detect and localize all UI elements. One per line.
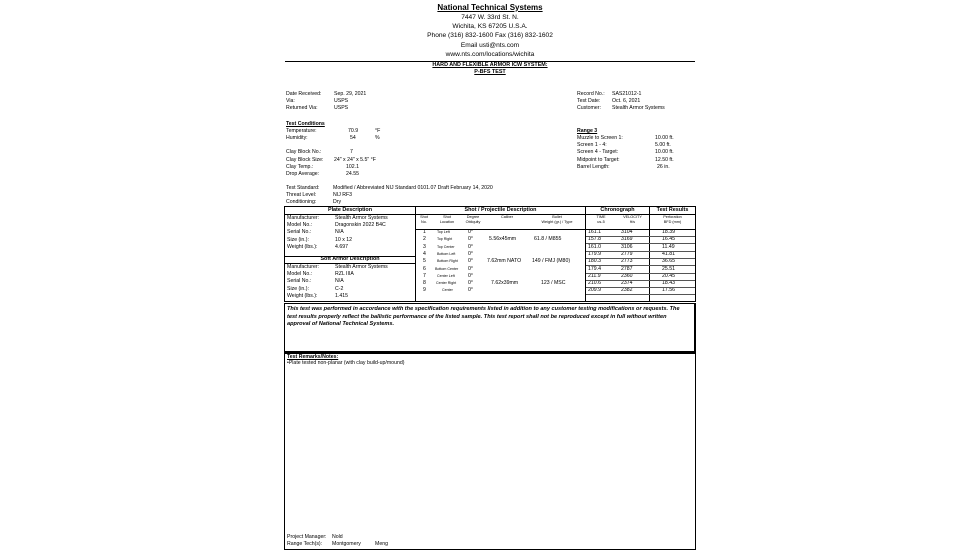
returned-via-value: USPS	[334, 105, 349, 112]
customer-label: Customer:	[577, 105, 601, 112]
soft-label: Model No.:	[287, 271, 313, 278]
chrono-time: 210.6	[588, 280, 601, 287]
velocity-header	[616, 215, 649, 224]
range-value: 10.00 ft.	[655, 135, 674, 141]
receipt-info	[286, 91, 406, 113]
soft-value: N/A	[335, 278, 344, 285]
shot-bullet: 149 / FMJ (M80)	[532, 258, 571, 265]
report-title: HARD AND FLEXIBLE ARMOR ICW SYSTEM:	[432, 61, 548, 68]
obliquity-header	[461, 215, 485, 224]
perforation-header-line: Perforation	[663, 215, 682, 219]
shot-obliquity: 0°	[468, 250, 473, 257]
date-received-label: Date Received:	[286, 91, 322, 97]
range-label: Muzzle to Screen 1:	[577, 135, 623, 141]
chrono-time: 179.9	[588, 250, 601, 257]
result-bfd: 16.45	[662, 236, 675, 243]
soft-label: Serial No.:	[287, 278, 312, 285]
returned-via-label: Returned Via:	[286, 105, 318, 112]
location-header	[433, 215, 461, 224]
test-conditions	[286, 121, 426, 178]
shot-no: 7	[423, 272, 426, 279]
soft-label: Size (in.):	[287, 285, 309, 292]
chrono-velocity: 2374	[621, 280, 633, 287]
shot-no: 1	[423, 229, 426, 235]
signoff	[287, 534, 487, 548]
clay-temp-value: 102.1	[346, 163, 359, 170]
row-separator	[586, 265, 695, 266]
address-line-2: Wichita, KS 67205 U.S.A.	[452, 23, 528, 30]
range-value: 12.50 ft.	[655, 156, 674, 163]
shot-obliquity: 0°	[468, 272, 473, 279]
shot-no-header	[416, 215, 432, 224]
report-header	[283, 3, 697, 60]
shot-obliquity: 0°	[468, 287, 473, 294]
result-bfd: 18.39	[662, 229, 675, 235]
range-label: Screen 4 - Target:	[577, 149, 619, 156]
plate-label: Weight (lbs.):	[287, 243, 318, 250]
row-separator	[586, 273, 695, 274]
shot-no: 6	[423, 265, 426, 272]
result-bfd: 20.45	[662, 272, 675, 279]
time-header-line: us-5	[597, 219, 605, 224]
result-bfd: 25.51	[662, 265, 675, 272]
range-tech-label: Range Tech(s):	[287, 541, 323, 548]
shot-no-header-line: Shot	[420, 215, 428, 219]
results-table	[284, 206, 696, 302]
remarks-title: Test Remarks/Notes:	[287, 354, 339, 360]
shot-location: Bottom Center	[435, 266, 459, 271]
address-line-1: 7447 W. 33rd St. N.	[461, 13, 519, 21]
velocity-header-line: ft/s	[629, 219, 636, 224]
clay-block-size-label: Clay Block Size:	[286, 156, 324, 163]
humidity-value: 54	[350, 135, 356, 142]
chrono-time: 161.1	[588, 229, 601, 235]
range-tech-2: Meng	[375, 541, 388, 548]
range-info	[577, 128, 677, 171]
row-separator	[586, 251, 695, 252]
record-no-label: Record No.:	[577, 91, 605, 97]
range-label: Screen 1 - 4:	[577, 142, 607, 149]
clay-block-size-value: 24" x 24" x 5.5" °F	[334, 156, 376, 163]
test-standard-label: Test Standard:	[286, 185, 320, 191]
soft-armor-header: Soft Armor Description	[320, 256, 380, 262]
range-tech-1: Montgomery	[332, 541, 361, 548]
org-name: National Technical Systems	[437, 3, 543, 12]
shot-location: Center Left	[437, 273, 455, 278]
soft-label: Manufacturer:	[287, 264, 320, 270]
shot-location: Bottom Left	[437, 251, 456, 256]
email-line: Email usti@nts.com	[460, 41, 520, 49]
result-bfd: 36.65	[662, 258, 675, 265]
humidity-label: Humidity:	[286, 135, 308, 142]
shot-no: 9	[423, 287, 426, 294]
record-info	[577, 91, 695, 113]
row-separator	[586, 280, 695, 281]
row-separator	[586, 287, 695, 288]
plate-description-header: Plate Description	[327, 207, 373, 213]
plate-value: N/A	[335, 229, 344, 236]
threat-level-label: Threat Level:	[286, 192, 317, 199]
shot-obliquity: 0°	[468, 258, 473, 265]
result-bfd: 17.56	[662, 287, 675, 294]
soft-label: Weight (lbs.):	[287, 292, 318, 299]
temperature-label: Temperature:	[286, 128, 317, 134]
chrono-velocity: 2773	[621, 258, 633, 265]
plate-label: Size (in.):	[287, 236, 309, 243]
bullet-header-line: Weight (gr.) / Type	[541, 219, 573, 224]
chrono-velocity: 3106	[621, 243, 633, 250]
chrono-velocity: 3104	[621, 229, 633, 235]
date-received-value: Sep. 29, 2021	[334, 91, 367, 97]
soft-value: RZL IIIA	[335, 271, 354, 278]
web-line: www.nts.com/locations/wichita	[445, 51, 535, 59]
row-separator	[586, 258, 695, 259]
chrono-time: 209.9	[588, 287, 601, 294]
test-date-label: Test Date:	[577, 98, 601, 105]
velocity-header-line: VELOCITY	[623, 215, 642, 219]
result-bfd: 18.43	[662, 280, 675, 287]
plate-label: Serial No.:	[287, 229, 312, 236]
range-value: 26 in.	[657, 163, 670, 170]
shot-rows	[415, 229, 695, 295]
drop-average-value: 24.55	[346, 170, 359, 177]
chrono-velocity: 2787	[621, 265, 633, 272]
customer-value: Stealth Armor Systems	[612, 105, 665, 112]
perforation-header-line: BFD (mm)	[663, 219, 682, 224]
range-title: Range 3	[577, 128, 598, 134]
chrono-time: 211.9	[588, 272, 601, 279]
soft-rows	[287, 264, 415, 300]
temperature-value: 70.9	[348, 128, 359, 134]
range-label: Midpoint to Target:	[577, 156, 620, 163]
test-results-header: Test Results	[656, 207, 689, 213]
via-value: USPS	[334, 98, 349, 105]
test-date-value: Oct. 6, 2021	[612, 98, 641, 105]
shot-no: 2	[423, 236, 426, 243]
plate-value: 10 x 12	[335, 236, 353, 243]
time-header-line: TIME	[596, 215, 606, 219]
shot-location: Top Center	[437, 244, 455, 249]
statement-box	[284, 303, 696, 353]
chrono-time: 179.4	[588, 265, 601, 272]
time-header	[586, 215, 616, 224]
obliquity-header-line: Degree	[466, 215, 480, 219]
chronograph-header: Chronograph	[600, 207, 635, 213]
shot-no: 8	[423, 280, 426, 287]
range-value: 10.00 ft.	[655, 149, 674, 156]
soft-value: C-2	[335, 285, 344, 292]
shot-no-header-line: No.	[421, 219, 427, 224]
statement-text: This test was performed in accordance with the specification requirements listed in addition to any customer testing modifications or requests. The test results properly reflect the ballistic performance of the listed sample. This test report shall not be reproduced except in full without written approval of National Technical Systems.	[287, 306, 680, 328]
shot-location: Center Right	[436, 281, 457, 286]
perforation-header	[650, 215, 695, 224]
report-subtitle: P-BFS TEST	[474, 69, 506, 76]
shot-bullet: 61.8 / M855	[534, 236, 562, 243]
chrono-time: 157.8	[588, 236, 601, 243]
shot-location: Top Right	[437, 237, 453, 242]
test-standard-info	[286, 185, 686, 207]
remarks-box	[284, 353, 696, 550]
chrono-time: 180.3	[588, 258, 601, 265]
obliquity-header-line: Obliquity	[465, 219, 481, 224]
soft-value: 1.415	[335, 292, 348, 299]
shot-obliquity: 0°	[468, 229, 473, 235]
shot-location: Top Left	[437, 230, 450, 234]
project-manager-label: Project Manager:	[287, 534, 327, 540]
test-conditions-title: Test Conditions	[286, 121, 325, 127]
via-label: Via:	[286, 98, 295, 105]
plate-label: Manufacturer:	[287, 215, 320, 221]
chrono-velocity: 2360	[621, 272, 633, 279]
conditioning-label: Conditioning:	[286, 199, 317, 206]
shot-caliber: 7.62mm NATO	[487, 258, 522, 265]
threat-level-value: NIJ RF3	[333, 192, 353, 199]
shot-no: 5	[423, 258, 426, 265]
soft-value: Stealth Armor Systems	[335, 264, 388, 270]
shot-no: 4	[423, 250, 426, 257]
phone-line: Phone (316) 832-1600 Fax (316) 832-1602	[427, 32, 553, 40]
clay-block-no-label: Clay Block No.:	[286, 149, 322, 156]
clay-temp-label: Clay Temp.:	[286, 163, 314, 170]
drop-average-label: Drop Average:	[286, 170, 320, 177]
chrono-velocity: 2779	[621, 250, 633, 257]
plate-value: Stealth Armor Systems	[335, 215, 388, 221]
shot-obliquity: 0°	[468, 243, 473, 250]
shot-no: 3	[423, 243, 426, 250]
caliber-header: Caliber	[500, 215, 514, 219]
record-no-value: SAS21012-1	[612, 91, 642, 97]
clay-block-no-value: 7	[350, 149, 353, 156]
chrono-time: 161.0	[588, 243, 601, 250]
result-bfd: 11.49	[662, 243, 675, 250]
range-label: Barrel Length:	[577, 163, 610, 170]
chrono-velocity: 2382	[621, 287, 633, 294]
shot-obliquity: 0°	[468, 265, 473, 272]
result-bfd: 41.81	[662, 250, 675, 257]
plate-label: Model No.:	[287, 222, 313, 229]
remarks-text: •Plate tested non-planar (with clay build-up/mound)	[287, 360, 405, 366]
bullet-header-line: Bullet	[552, 215, 562, 219]
plate-value: Dragonskin 2022 B4C	[335, 222, 386, 229]
temperature-unit: °F	[375, 128, 381, 134]
row-separator	[586, 294, 695, 295]
plate-value: 4.697	[335, 243, 348, 250]
conditioning-value: Dry	[333, 199, 342, 206]
shot-description-header: Shot / Projectile Description	[464, 207, 537, 213]
location-header-line: Shot	[443, 215, 451, 219]
location-header-line: Location	[439, 219, 455, 224]
shot-location: Bottom Right	[437, 259, 458, 264]
shot-bullet: 123 / MSC	[541, 280, 566, 287]
row-separator	[586, 243, 695, 244]
humidity-unit: %	[375, 135, 380, 142]
chrono-velocity: 3169	[621, 236, 633, 243]
shot-obliquity: 0°	[468, 236, 473, 243]
bullet-header	[529, 215, 585, 224]
project-manager-value: Nold	[332, 534, 343, 540]
shot-location: Center	[442, 288, 453, 293]
range-value: 5.00 ft.	[655, 142, 671, 149]
shot-caliber: 7.62x39mm	[491, 280, 519, 287]
shot-obliquity: 0°	[468, 280, 473, 287]
test-standard-value: Modified / Abbreviated NIJ Standard 0101.07 Draft February 14, 2020	[333, 185, 493, 191]
shot-caliber: 5.56x45mm	[489, 236, 517, 243]
plate-rows	[287, 215, 415, 251]
row-separator	[586, 236, 695, 237]
report-page	[283, 0, 697, 550]
